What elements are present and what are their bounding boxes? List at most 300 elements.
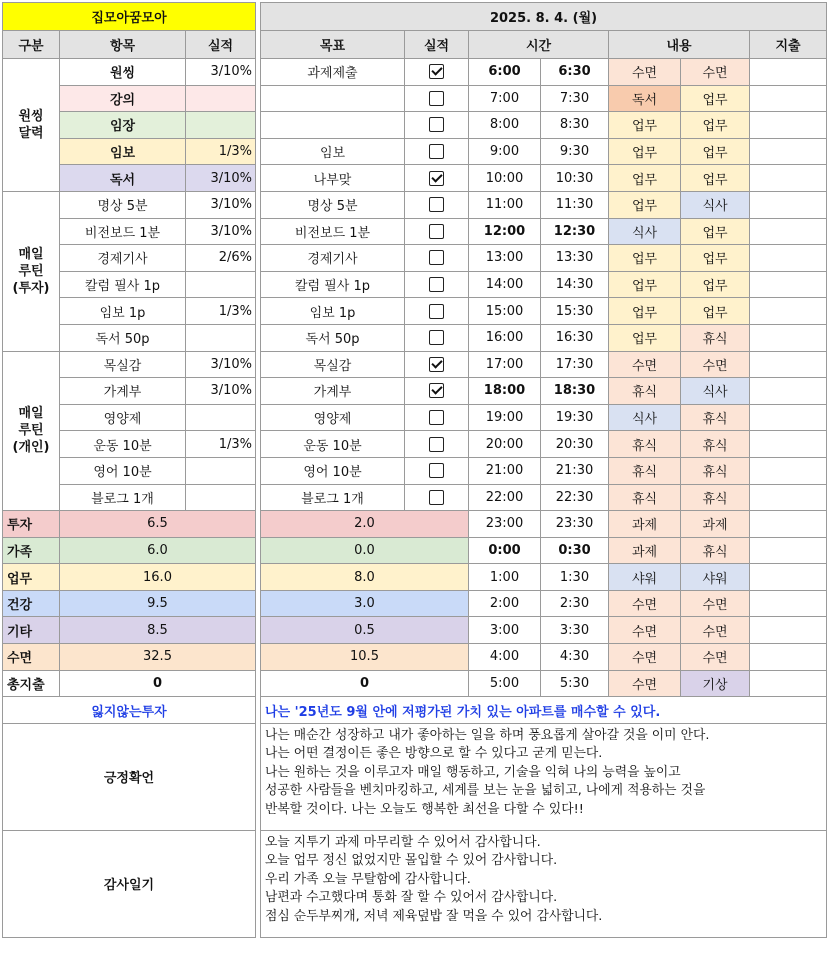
schedule-row bbox=[261, 644, 827, 671]
activity-first: 과제 bbox=[609, 511, 681, 538]
checkbox-unchecked[interactable] bbox=[429, 144, 444, 159]
goal-check-cell bbox=[405, 112, 469, 139]
gratitude-label: 감사일기 bbox=[3, 830, 256, 937]
activity-second: 업무 bbox=[681, 112, 750, 139]
time-start: 19:00 bbox=[469, 404, 541, 431]
time-end: 12:30 bbox=[541, 218, 609, 245]
goal-text: 목실감 bbox=[261, 351, 405, 378]
checkbox-checked[interactable] bbox=[429, 383, 444, 398]
time-end: 6:30 bbox=[541, 59, 609, 86]
goal-summary-value: 3.0 bbox=[261, 590, 469, 617]
expense-cell[interactable] bbox=[750, 590, 827, 617]
time-start: 8:00 bbox=[469, 112, 541, 139]
expense-cell[interactable] bbox=[750, 484, 827, 511]
summary-value: 6.5 bbox=[60, 511, 256, 538]
activity-first: 업무 bbox=[609, 271, 681, 298]
goal-check-cell bbox=[405, 431, 469, 458]
goal-summary-value: 0.5 bbox=[261, 617, 469, 644]
expense-cell[interactable] bbox=[750, 457, 827, 484]
left-panel bbox=[2, 2, 255, 938]
goal-text: 명상 5분 bbox=[261, 191, 405, 218]
activity-first: 수면 bbox=[609, 670, 681, 697]
goal-check-cell bbox=[405, 138, 469, 165]
summary-row bbox=[3, 644, 256, 671]
summary-value: 8.5 bbox=[60, 617, 256, 644]
expense-cell[interactable] bbox=[750, 59, 827, 86]
activity-first: 휴식 bbox=[609, 378, 681, 405]
goal-check-cell bbox=[405, 351, 469, 378]
time-end: 19:30 bbox=[541, 404, 609, 431]
schedule-row bbox=[261, 590, 827, 617]
right-header-row bbox=[261, 31, 827, 59]
expense-cell[interactable] bbox=[750, 511, 827, 538]
item-name: 강의 bbox=[60, 85, 186, 112]
goal-check-cell bbox=[405, 191, 469, 218]
schedule-row bbox=[261, 351, 827, 378]
activity-second: 샤워 bbox=[681, 564, 750, 591]
gratitude-line: 점심 순두부찌개, 저녁 제육덮밥 잘 먹을 수 있어 감사합니다. bbox=[265, 908, 603, 924]
time-end: 18:30 bbox=[541, 378, 609, 405]
time-end: 15:30 bbox=[541, 298, 609, 325]
summary-row bbox=[3, 537, 256, 564]
time-start: 23:00 bbox=[469, 511, 541, 538]
time-start: 6:00 bbox=[469, 59, 541, 86]
time-end: 0:30 bbox=[541, 537, 609, 564]
activity-first: 수면 bbox=[609, 590, 681, 617]
schedule-row bbox=[261, 484, 827, 511]
item-result: 3/10% bbox=[186, 191, 256, 218]
schedule-row bbox=[261, 404, 827, 431]
item-row bbox=[3, 59, 256, 86]
activity-second: 휴식 bbox=[681, 324, 750, 351]
gratitude-line: 우리 가족 오늘 무탈함에 감사합니다. bbox=[265, 871, 471, 887]
item-name: 원씽 bbox=[60, 59, 186, 86]
goal-text: 칼럼 필사 1p bbox=[261, 271, 405, 298]
gratitude-line: 오늘 지투기 과제 마무리할 수 있어서 감사합니다. bbox=[265, 834, 541, 850]
time-end: 5:30 bbox=[541, 670, 609, 697]
expense-cell[interactable] bbox=[750, 617, 827, 644]
checkbox-checked[interactable] bbox=[429, 171, 444, 186]
goal-check-cell bbox=[405, 484, 469, 511]
goal-text: 가계부 bbox=[261, 378, 405, 405]
activity-first: 독서 bbox=[609, 85, 681, 112]
activity-second: 수면 bbox=[681, 59, 750, 86]
activity-first: 업무 bbox=[609, 138, 681, 165]
goal-check-cell bbox=[405, 324, 469, 351]
item-result: 3/10% bbox=[186, 165, 256, 192]
item-name: 독서 50p bbox=[60, 324, 186, 351]
affirmations-row bbox=[261, 723, 827, 830]
goal-text: 블로그 1개 bbox=[261, 484, 405, 511]
schedule-row bbox=[261, 298, 827, 325]
gratitude-text-row bbox=[261, 830, 827, 937]
gratitude-row bbox=[3, 830, 256, 937]
time-start: 9:00 bbox=[469, 138, 541, 165]
activity-first: 샤워 bbox=[609, 564, 681, 591]
goal-text bbox=[261, 85, 405, 112]
activity-second: 수면 bbox=[681, 351, 750, 378]
time-start: 5:00 bbox=[469, 670, 541, 697]
summary-label: 수면 bbox=[3, 644, 60, 671]
left-table bbox=[2, 2, 256, 938]
activity-second: 휴식 bbox=[681, 404, 750, 431]
summary-label: 가족 bbox=[3, 537, 60, 564]
activity-first: 식사 bbox=[609, 404, 681, 431]
header-category: 구분 bbox=[3, 31, 60, 59]
activity-first: 휴식 bbox=[609, 431, 681, 458]
item-name: 임장 bbox=[60, 112, 186, 139]
item-result bbox=[186, 324, 256, 351]
affirm-row bbox=[3, 723, 256, 830]
expense-cell[interactable] bbox=[750, 431, 827, 458]
goal-check-cell bbox=[405, 378, 469, 405]
item-result bbox=[186, 112, 256, 139]
time-end: 23:30 bbox=[541, 511, 609, 538]
goal-check-cell bbox=[405, 218, 469, 245]
schedule-row bbox=[261, 511, 827, 538]
activity-first: 식사 bbox=[609, 218, 681, 245]
time-end: 9:30 bbox=[541, 138, 609, 165]
expense-cell[interactable] bbox=[750, 138, 827, 165]
expense-cell[interactable] bbox=[750, 644, 827, 671]
item-name: 영양제 bbox=[60, 404, 186, 431]
schedule-row bbox=[261, 431, 827, 458]
time-start: 21:00 bbox=[469, 457, 541, 484]
goal-text: 경제기사 bbox=[261, 245, 405, 272]
left-title-row bbox=[3, 3, 256, 31]
time-start: 12:00 bbox=[469, 218, 541, 245]
goal-check-cell bbox=[405, 245, 469, 272]
summary-value: 32.5 bbox=[60, 644, 256, 671]
item-name: 임보 1p bbox=[60, 298, 186, 325]
goal-text: 임보 1p bbox=[261, 298, 405, 325]
goal-check-cell bbox=[405, 457, 469, 484]
total-value: 0 bbox=[60, 670, 256, 697]
time-end: 10:30 bbox=[541, 165, 609, 192]
header-done: 실적 bbox=[405, 31, 469, 59]
time-end: 8:30 bbox=[541, 112, 609, 139]
item-result bbox=[186, 484, 256, 511]
time-start: 2:00 bbox=[469, 590, 541, 617]
expense-cell[interactable] bbox=[750, 670, 827, 697]
goal-text: 과제제출 bbox=[261, 59, 405, 86]
goal-summary-value: 0.0 bbox=[261, 537, 469, 564]
item-result bbox=[186, 457, 256, 484]
affirmations-text bbox=[261, 723, 827, 830]
item-name: 경제기사 bbox=[60, 245, 186, 272]
expense-cell[interactable] bbox=[750, 271, 827, 298]
time-start: 17:00 bbox=[469, 351, 541, 378]
gratitude-text bbox=[261, 830, 827, 937]
schedule-row bbox=[261, 112, 827, 139]
goal-text: 임보 bbox=[261, 138, 405, 165]
summary-value: 9.5 bbox=[60, 590, 256, 617]
total-label: 총지출 bbox=[3, 670, 60, 697]
expense-cell[interactable] bbox=[750, 218, 827, 245]
affirmation-line: 성공한 사람들을 벤치마킹하고, 세계를 보는 눈을 넓히고, 나에게 적용하는 것을 bbox=[265, 783, 706, 799]
checkbox-unchecked[interactable] bbox=[429, 490, 444, 505]
expense-cell[interactable] bbox=[750, 298, 827, 325]
expense-cell[interactable] bbox=[750, 165, 827, 192]
header-time: 시간 bbox=[469, 31, 609, 59]
item-name: 가계부 bbox=[60, 378, 186, 405]
expense-cell[interactable] bbox=[750, 537, 827, 564]
time-end: 1:30 bbox=[541, 564, 609, 591]
schedule-row bbox=[261, 245, 827, 272]
time-start: 3:00 bbox=[469, 617, 541, 644]
item-result: 1/3% bbox=[186, 138, 256, 165]
activity-second: 수면 bbox=[681, 644, 750, 671]
item-name: 영어 10분 bbox=[60, 457, 186, 484]
expense-cell[interactable] bbox=[750, 112, 827, 139]
time-end: 14:30 bbox=[541, 271, 609, 298]
summary-label: 기타 bbox=[3, 617, 60, 644]
expense-cell[interactable] bbox=[750, 378, 827, 405]
activity-first: 수면 bbox=[609, 59, 681, 86]
time-start: 1:00 bbox=[469, 564, 541, 591]
schedule-row bbox=[261, 138, 827, 165]
activity-second: 휴식 bbox=[681, 457, 750, 484]
header-goal: 목표 bbox=[261, 31, 405, 59]
slogan: 잃지않는투자 bbox=[3, 697, 256, 724]
header-expense: 지출 bbox=[750, 31, 827, 59]
item-result bbox=[186, 404, 256, 431]
activity-second: 업무 bbox=[681, 245, 750, 272]
schedule-row bbox=[261, 457, 827, 484]
schedule-row bbox=[261, 324, 827, 351]
goal-summary-value: 8.0 bbox=[261, 564, 469, 591]
activity-second: 수면 bbox=[681, 617, 750, 644]
activity-second: 업무 bbox=[681, 165, 750, 192]
slogan-row bbox=[3, 697, 256, 724]
activity-second: 과제 bbox=[681, 511, 750, 538]
activity-first: 업무 bbox=[609, 165, 681, 192]
time-start: 13:00 bbox=[469, 245, 541, 272]
affirmation-line: 나는 어떤 결정이든 좋은 방향으로 할 수 있다고 굳게 믿는다. bbox=[265, 746, 603, 762]
right-panel bbox=[260, 2, 826, 938]
expense-cell[interactable] bbox=[750, 351, 827, 378]
goal-text: 독서 50p bbox=[261, 324, 405, 351]
checkbox-unchecked[interactable] bbox=[429, 410, 444, 425]
checkbox-unchecked[interactable] bbox=[429, 250, 444, 265]
time-end: 2:30 bbox=[541, 590, 609, 617]
expense-cell[interactable] bbox=[750, 191, 827, 218]
item-name: 명상 5분 bbox=[60, 191, 186, 218]
activity-first: 업무 bbox=[609, 298, 681, 325]
affirmation-line: 나는 매순간 성장하고 내가 좋아하는 일을 하며 풍요롭게 살아갈 것을 이미 안다. bbox=[265, 727, 710, 743]
summary-value: 16.0 bbox=[60, 564, 256, 591]
item-result: 3/10% bbox=[186, 59, 256, 86]
item-result bbox=[186, 85, 256, 112]
item-name: 독서 bbox=[60, 165, 186, 192]
schedule-row bbox=[261, 271, 827, 298]
schedule-row bbox=[261, 617, 827, 644]
activity-second: 수면 bbox=[681, 590, 750, 617]
activity-second: 업무 bbox=[681, 218, 750, 245]
time-end: 7:30 bbox=[541, 85, 609, 112]
schedule-row bbox=[261, 670, 827, 697]
summary-row bbox=[3, 590, 256, 617]
activity-second: 업무 bbox=[681, 271, 750, 298]
time-start: 10:00 bbox=[469, 165, 541, 192]
group-label: 매일 루틴 (투자) bbox=[3, 191, 60, 351]
summary-value: 6.0 bbox=[60, 537, 256, 564]
summary-row bbox=[3, 564, 256, 591]
goal-check-cell bbox=[405, 59, 469, 86]
activity-second: 업무 bbox=[681, 138, 750, 165]
gratitude-line: 오늘 업무 정신 없었지만 몰입할 수 있어 감사합니다. bbox=[265, 853, 558, 869]
checkbox-unchecked[interactable] bbox=[429, 277, 444, 292]
header-result: 실적 bbox=[186, 31, 256, 59]
item-name: 블로그 1개 bbox=[60, 484, 186, 511]
item-result: 1/3% bbox=[186, 431, 256, 458]
affirmation-line: 반복할 것이다. 나는 오늘도 행복한 최선을 다할 수 있다!! bbox=[265, 801, 584, 817]
goal-text: 운동 10분 bbox=[261, 431, 405, 458]
activity-first: 업무 bbox=[609, 112, 681, 139]
item-name: 임보 bbox=[60, 138, 186, 165]
date-row bbox=[261, 3, 827, 31]
item-name: 목실감 bbox=[60, 351, 186, 378]
expense-cell[interactable] bbox=[750, 564, 827, 591]
goal-text: 영양제 bbox=[261, 404, 405, 431]
item-result: 1/3% bbox=[186, 298, 256, 325]
schedule-row bbox=[261, 378, 827, 405]
time-start: 11:00 bbox=[469, 191, 541, 218]
item-result: 2/6% bbox=[186, 245, 256, 272]
summary-label: 투자 bbox=[3, 511, 60, 538]
goal-text bbox=[261, 112, 405, 139]
item-result: 3/10% bbox=[186, 351, 256, 378]
schedule-row bbox=[261, 85, 827, 112]
checkbox-unchecked[interactable] bbox=[429, 91, 444, 106]
time-start: 4:00 bbox=[469, 644, 541, 671]
activity-first: 업무 bbox=[609, 324, 681, 351]
expense-cell[interactable] bbox=[750, 245, 827, 272]
checkbox-unchecked[interactable] bbox=[429, 117, 444, 132]
activity-second: 휴식 bbox=[681, 484, 750, 511]
activity-first: 수면 bbox=[609, 617, 681, 644]
activity-first: 업무 bbox=[609, 191, 681, 218]
gratitude-line: 남편과 수고했다며 통화 잘 할 수 있어서 감사합니다. bbox=[265, 890, 558, 906]
summary-row bbox=[3, 617, 256, 644]
activity-second: 식사 bbox=[681, 378, 750, 405]
activity-second: 휴식 bbox=[681, 431, 750, 458]
checkbox-checked[interactable] bbox=[429, 357, 444, 372]
item-row bbox=[3, 351, 256, 378]
time-start: 7:00 bbox=[469, 85, 541, 112]
activity-second: 업무 bbox=[681, 85, 750, 112]
goal-text: 나부맞 bbox=[261, 165, 405, 192]
time-end: 20:30 bbox=[541, 431, 609, 458]
time-start: 14:00 bbox=[469, 271, 541, 298]
time-end: 17:30 bbox=[541, 351, 609, 378]
item-name: 칼럼 필사 1p bbox=[60, 271, 186, 298]
time-start: 18:00 bbox=[469, 378, 541, 405]
time-end: 16:30 bbox=[541, 324, 609, 351]
time-start: 22:00 bbox=[469, 484, 541, 511]
time-end: 22:30 bbox=[541, 484, 609, 511]
goal-text: 영어 10분 bbox=[261, 457, 405, 484]
header-item: 항목 bbox=[60, 31, 186, 59]
checkbox-unchecked[interactable] bbox=[429, 224, 444, 239]
goal-check-cell bbox=[405, 271, 469, 298]
time-start: 0:00 bbox=[469, 537, 541, 564]
time-end: 4:30 bbox=[541, 644, 609, 671]
checkbox-checked[interactable] bbox=[429, 64, 444, 79]
activity-first: 수면 bbox=[609, 351, 681, 378]
expense-cell[interactable] bbox=[750, 85, 827, 112]
time-end: 21:30 bbox=[541, 457, 609, 484]
total-row bbox=[3, 670, 256, 697]
checkbox-unchecked[interactable] bbox=[429, 463, 444, 478]
goal-check-cell bbox=[405, 85, 469, 112]
activity-first: 휴식 bbox=[609, 484, 681, 511]
time-start: 15:00 bbox=[469, 298, 541, 325]
right-table bbox=[260, 2, 827, 938]
item-name: 운동 10분 bbox=[60, 431, 186, 458]
item-result: 3/10% bbox=[186, 378, 256, 405]
checkbox-unchecked[interactable] bbox=[429, 330, 444, 345]
activity-second: 식사 bbox=[681, 191, 750, 218]
activity-second: 휴식 bbox=[681, 537, 750, 564]
date-title: 2025. 8. 4. (월) bbox=[261, 3, 827, 31]
checkbox-unchecked[interactable] bbox=[429, 304, 444, 319]
group-label: 매일 루틴 (개인) bbox=[3, 351, 60, 511]
time-end: 13:30 bbox=[541, 245, 609, 272]
schedule-row bbox=[261, 218, 827, 245]
schedule-row bbox=[261, 537, 827, 564]
activity-first: 과제 bbox=[609, 537, 681, 564]
left-title: 집모아꿈모아 bbox=[3, 3, 256, 31]
activity-first: 업무 bbox=[609, 245, 681, 272]
checkbox-unchecked[interactable] bbox=[429, 437, 444, 452]
goal-statement: 나는 '25년도 9월 안에 저평가된 가치 있는 아파트를 매수할 수 있다. bbox=[261, 697, 827, 724]
schedule-row bbox=[261, 564, 827, 591]
schedule-row bbox=[261, 165, 827, 192]
item-name: 비전보드 1분 bbox=[60, 218, 186, 245]
time-end: 11:30 bbox=[541, 191, 609, 218]
item-result: 3/10% bbox=[186, 218, 256, 245]
goal-text: 비전보드 1분 bbox=[261, 218, 405, 245]
expense-cell[interactable] bbox=[750, 324, 827, 351]
summary-label: 건강 bbox=[3, 590, 60, 617]
schedule-row bbox=[261, 191, 827, 218]
goal-check-cell bbox=[405, 404, 469, 431]
header-content: 내용 bbox=[609, 31, 750, 59]
time-start: 20:00 bbox=[469, 431, 541, 458]
goal-summary-value: 2.0 bbox=[261, 511, 469, 538]
activity-first: 수면 bbox=[609, 644, 681, 671]
summary-row bbox=[3, 511, 256, 538]
goal-statement-row bbox=[261, 697, 827, 724]
goal-check-cell bbox=[405, 165, 469, 192]
summary-label: 업무 bbox=[3, 564, 60, 591]
left-header-row bbox=[3, 31, 256, 59]
affirm-label: 긍정확언 bbox=[3, 723, 256, 830]
activity-second: 업무 bbox=[681, 298, 750, 325]
time-end: 3:30 bbox=[541, 617, 609, 644]
item-row bbox=[3, 191, 256, 218]
activity-first: 휴식 bbox=[609, 457, 681, 484]
goal-summary-value: 10.5 bbox=[261, 644, 469, 671]
activity-second: 기상 bbox=[681, 670, 750, 697]
affirmation-line: 나는 원하는 것을 이루고자 매일 행동하고, 기술을 익혀 나의 능력을 높이고 bbox=[265, 764, 681, 780]
goal-total: 0 bbox=[261, 670, 469, 697]
expense-cell[interactable] bbox=[750, 404, 827, 431]
checkbox-unchecked[interactable] bbox=[429, 197, 444, 212]
schedule-row bbox=[261, 59, 827, 86]
goal-check-cell bbox=[405, 298, 469, 325]
